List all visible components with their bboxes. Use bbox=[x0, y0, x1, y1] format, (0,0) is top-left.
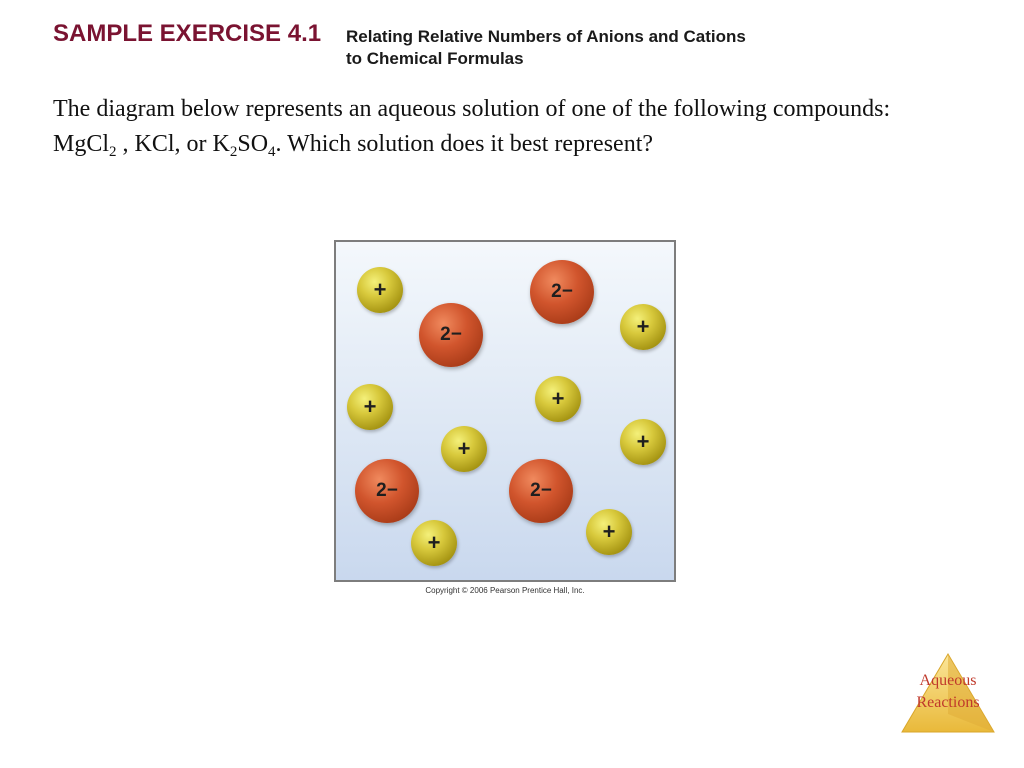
question-part-3: SO bbox=[237, 131, 269, 157]
question-part-2: , KCl, or K bbox=[116, 131, 230, 157]
subscript-mgcl2: 2 bbox=[109, 144, 117, 160]
exercise-label: SAMPLE EXERCISE 4.1 bbox=[53, 20, 322, 47]
cation-ion: + bbox=[347, 384, 393, 430]
question-part-1: The diagram below represents an aqueous solution of one of the following compounds: MgCl bbox=[53, 96, 891, 157]
cation-ion: + bbox=[620, 304, 666, 350]
exercise-subtitle: Relating Relative Numbers of Anions and Cations to Chemical Formulas bbox=[346, 27, 746, 68]
anion-ion: 2− bbox=[530, 260, 594, 324]
question-text bbox=[53, 92, 953, 162]
cation-ion: + bbox=[411, 520, 457, 566]
cation-ion: + bbox=[620, 419, 666, 465]
badge-line-1: Aqueous bbox=[919, 672, 977, 689]
cation-ion: + bbox=[535, 376, 581, 422]
copyright-notice: Copyright © 2006 Pearson Prentice Hall, Inc. bbox=[425, 586, 585, 595]
solution-diagram bbox=[334, 240, 676, 582]
cation-ion: + bbox=[441, 426, 487, 472]
badge-label bbox=[900, 670, 996, 714]
anion-ion: 2− bbox=[419, 303, 483, 367]
anion-ion: 2− bbox=[355, 459, 419, 523]
cation-ion: + bbox=[586, 509, 632, 555]
aqueous-reactions-badge[interactable] bbox=[900, 652, 996, 734]
badge-line-2: Reactions bbox=[916, 694, 980, 711]
question-part-4: . Which solution does it best represent? bbox=[275, 131, 654, 157]
subscript-k2: 2 bbox=[229, 144, 238, 160]
anion-ion: 2− bbox=[509, 459, 573, 523]
subscript-so4: 4 bbox=[268, 144, 276, 160]
cation-ion: + bbox=[357, 267, 403, 313]
